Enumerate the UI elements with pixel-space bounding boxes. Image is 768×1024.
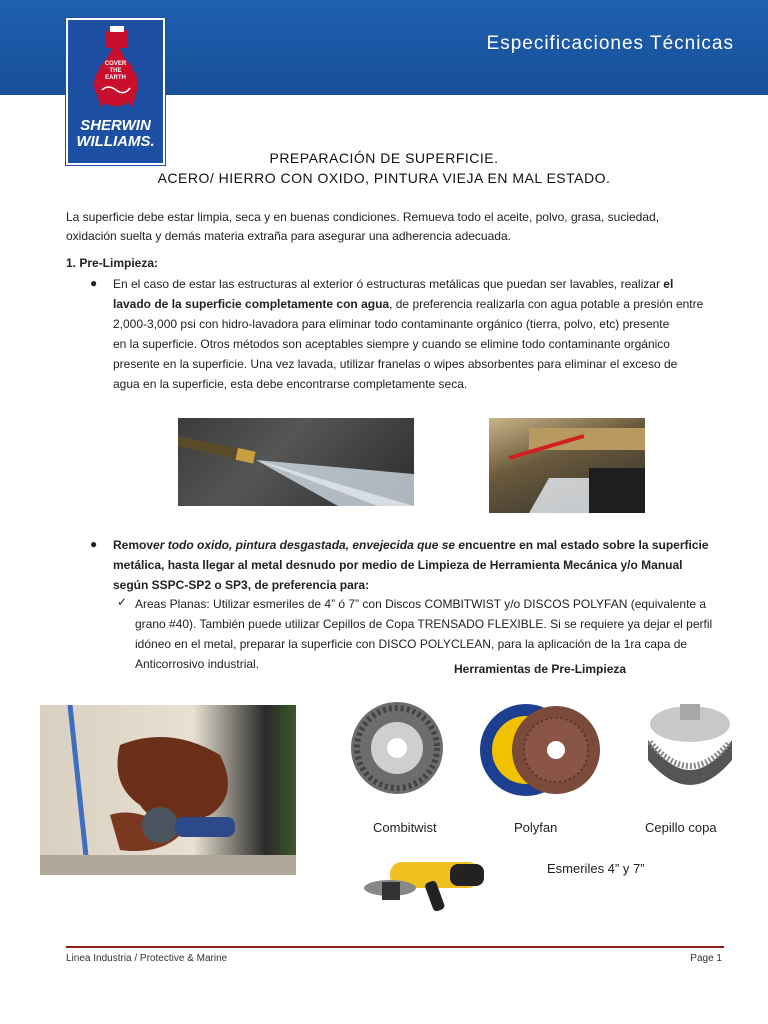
b2-part-d: erficie xyxy=(673,538,709,552)
b2-line-3: según SSPC-SP2 o SP3, de preferencia para: xyxy=(113,578,370,592)
logo-brand-1: SHERWIN xyxy=(80,117,151,134)
check-line-4: Anticorrosivo industrial. xyxy=(135,657,260,671)
bullet-2-text xyxy=(113,535,723,595)
b1-bold-b: lavado de la superficie completamente con agua xyxy=(113,297,390,311)
section-pre-limpieza: 1. Pre-Limpieza: xyxy=(66,256,159,270)
intro-paragraph xyxy=(66,208,722,246)
bullet-1-marker: ● xyxy=(90,276,98,290)
intro-line-2: oxidación suelta y demás materia extraña para asegurar una adherencia adecuada. xyxy=(66,229,511,243)
header-title: Especificaciones Técnicas xyxy=(486,33,734,54)
check-line-2: grano #40). También puede utilizar Cepillos de Copa TRENSADO FLEXIBLE. Si se requiere ya dejar el perfil xyxy=(135,617,713,631)
angle-grinder-image xyxy=(360,842,492,920)
b2-part-a: Remov xyxy=(113,538,154,552)
b1-line-4: en la superficie. Otros métodos son aceptables siempre y cuando se elimine todo contaminante orgánico xyxy=(113,337,670,351)
tools-heading: Herramientas de Pre-Limpieza xyxy=(454,662,627,676)
b1-line-5: presente en la superficie. Una vez lavada, utilizar franelas o wipes absorbentes para eliminar el exceso de xyxy=(113,357,678,371)
footer-left: Linea Industria / Protective & Marine xyxy=(66,953,228,964)
check-line-1: Areas Planas: Utilizar esmeriles de 4” ó 7” con Discos COMBITWIST y/o DISCOS POLYFAN (equivalente a xyxy=(135,597,707,611)
logo-brand-2: WILLIAMS. xyxy=(76,133,155,150)
caption-polyfan: Polyfan xyxy=(514,820,558,835)
caption-esmeriles: Esmeriles 4” y 7” xyxy=(547,861,645,876)
cepillo-copa-image xyxy=(642,700,738,794)
check-line-3: idóneo en el metal, preparar la superficie con DISCO POLYCLEAN, para la aplicación de la 1ra capa de xyxy=(135,637,688,651)
b1-pre: En el caso de estar las estructuras al exterior ó estructuras metálicas que puedan ser lavables, realizar xyxy=(113,277,660,291)
checkmark-icon: ✓ xyxy=(117,595,128,609)
b1-line-3: 2,000-3,000 psi con hidro-lavadora para eliminar todo contaminante orgánico (tierra, polvo, etc) presente xyxy=(113,317,670,331)
check-item-text xyxy=(135,594,723,674)
logo-line-1: COVER xyxy=(104,61,127,67)
sherwin-williams-logo xyxy=(66,18,165,165)
intro-line-1: La superficie debe estar limpia, seca y en buenas condiciones. Remueva todo el aceite, polvo, grasa, suciedad, xyxy=(66,210,660,224)
pressure-wash-photo-1 xyxy=(178,418,414,506)
b2-part-c: ncuentre en mal estado sobre la sup xyxy=(465,538,674,552)
footer-page-number: Page 1 xyxy=(690,953,722,964)
b1-mid: , de preferencia realizarla con agua potable a presión entre xyxy=(389,297,704,311)
bullet-1-text xyxy=(113,274,723,394)
pressure-wash-photo-2 xyxy=(489,418,645,513)
footer-rule xyxy=(66,946,724,948)
b1-bold-a: el xyxy=(663,277,674,291)
b1-line-6: agua en la superficie, esta debe encontrarse completamente seca. xyxy=(113,377,468,391)
bullet-2-marker: ● xyxy=(90,537,98,551)
b2-line-2: metálica, hasta llegar al metal desnudo por medio de Limpieza de Herramienta Mecánica y/o Manual xyxy=(113,558,683,572)
caption-combitwist: Combitwist xyxy=(373,820,437,835)
logo-line-2: THE xyxy=(109,68,122,74)
doc-title-line-1: PREPARACIÓN DE SUPERFICIE. xyxy=(269,150,499,166)
doc-title-line-2: ACERO/ HIERRO CON OXIDO, PINTURA VIEJA EN MAL ESTADO. xyxy=(157,170,611,186)
grinder-wall-photo xyxy=(40,705,296,875)
combitwist-brush-image xyxy=(349,700,445,796)
caption-cepillo-copa: Cepillo copa xyxy=(645,820,717,835)
polyfan-disc-image xyxy=(478,700,602,798)
b2-part-b: er todo oxido, pintura desgastada, envejecida que se e xyxy=(153,538,466,552)
logo-line-3: EARTH xyxy=(105,75,126,81)
